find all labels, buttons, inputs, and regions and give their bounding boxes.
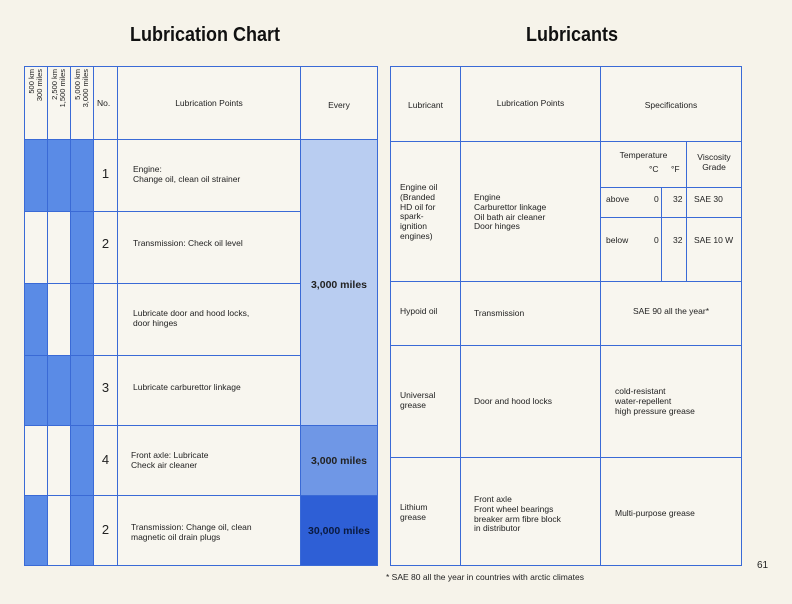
- interval-header-2500km: 2,500 km 1,500 miles: [50, 69, 67, 108]
- row-number: 2: [101, 522, 110, 537]
- spec-above-c: 0: [654, 194, 659, 204]
- lubricant-name: Lithium grease: [400, 502, 428, 522]
- lubricant-name: Hypoid oil: [400, 306, 438, 316]
- spec-below-c: 0: [654, 235, 659, 245]
- lubricant-spec: Multi-purpose grease: [615, 508, 695, 518]
- lubrication-point-text: Front axle: Lubricate Check air cleaner: [131, 450, 209, 470]
- every-value: 30,000 miles: [308, 525, 370, 537]
- spec-above-label: above: [606, 194, 630, 204]
- lubrication-point-text: Engine: Change oil, clean oil strainer: [133, 164, 241, 184]
- lubrication-point-text: Lubricate carburettor linkage: [133, 382, 241, 392]
- lubricant-name: Universal grease: [400, 390, 436, 410]
- lubrication-point-text: Transmission: Change oil, clean magnetic oil drain plugs: [131, 522, 252, 542]
- row-number: 4: [101, 452, 110, 467]
- footnote: * SAE 80 all the year in countries with arctic climates: [386, 572, 584, 582]
- every-value: 3,000 miles: [310, 279, 368, 291]
- deg-c-label: °C: [649, 164, 659, 174]
- viscosity-grade-header: Viscosity Grade: [697, 152, 731, 172]
- lubricant-points: Engine Carburettor linkage Oil bath air cleaner Door hinges: [474, 192, 547, 232]
- lubricant-name: Engine oil (Branded HD oil for spark- ignition engines): [400, 182, 438, 241]
- spec-above-grade: SAE 30: [694, 194, 723, 204]
- lubrication-point-text: Lubricate door and hood locks, door hinges: [133, 308, 250, 328]
- row-number: 3: [101, 380, 110, 395]
- row-number: 1: [101, 166, 110, 181]
- page-number: 61: [757, 560, 769, 571]
- lubricant-spec: SAE 90 all the year*: [632, 306, 710, 316]
- spec-below-f: 32: [673, 235, 683, 245]
- spec-below-label: below: [606, 235, 629, 245]
- lubricant-spec: cold-resistant water-repellent high pressure grease: [615, 386, 695, 416]
- header-lubrication-points: Lubrication Points: [175, 98, 243, 108]
- header-lubricant: Lubricant: [408, 100, 443, 110]
- temperature-header: Temperature: [619, 150, 668, 160]
- lubricants-title: Lubricants: [526, 24, 619, 46]
- lubricant-points: Door and hood locks: [474, 396, 552, 406]
- lubrication-chart-title: Lubrication Chart: [130, 24, 281, 46]
- lubrication-point-text: Transmission: Check oil level: [133, 238, 243, 248]
- header-every: Every: [328, 100, 350, 110]
- interval-header-5000km: 5,000 km 3,000 miles: [73, 69, 90, 108]
- deg-f-label: °F: [671, 164, 680, 174]
- row-number: 2: [101, 236, 110, 251]
- lubricants-table: [390, 66, 742, 566]
- spec-below-grade: SAE 10 W: [694, 235, 734, 245]
- interval-header-500km: 500 km 300 miles: [27, 69, 44, 102]
- header-lubrication-points: Lubrication Points: [496, 98, 565, 108]
- lubricant-points: Front axle Front wheel bearings breaker arm fibre block in distributor: [474, 494, 561, 534]
- lubrication-chart-table: [24, 66, 378, 566]
- header-specifications: Specifications: [644, 100, 698, 110]
- header-no: No.: [97, 98, 111, 108]
- spec-above-f: 32: [673, 194, 683, 204]
- lubricant-points: Transmission: [474, 308, 525, 318]
- every-value: 3,000 miles: [310, 455, 368, 467]
